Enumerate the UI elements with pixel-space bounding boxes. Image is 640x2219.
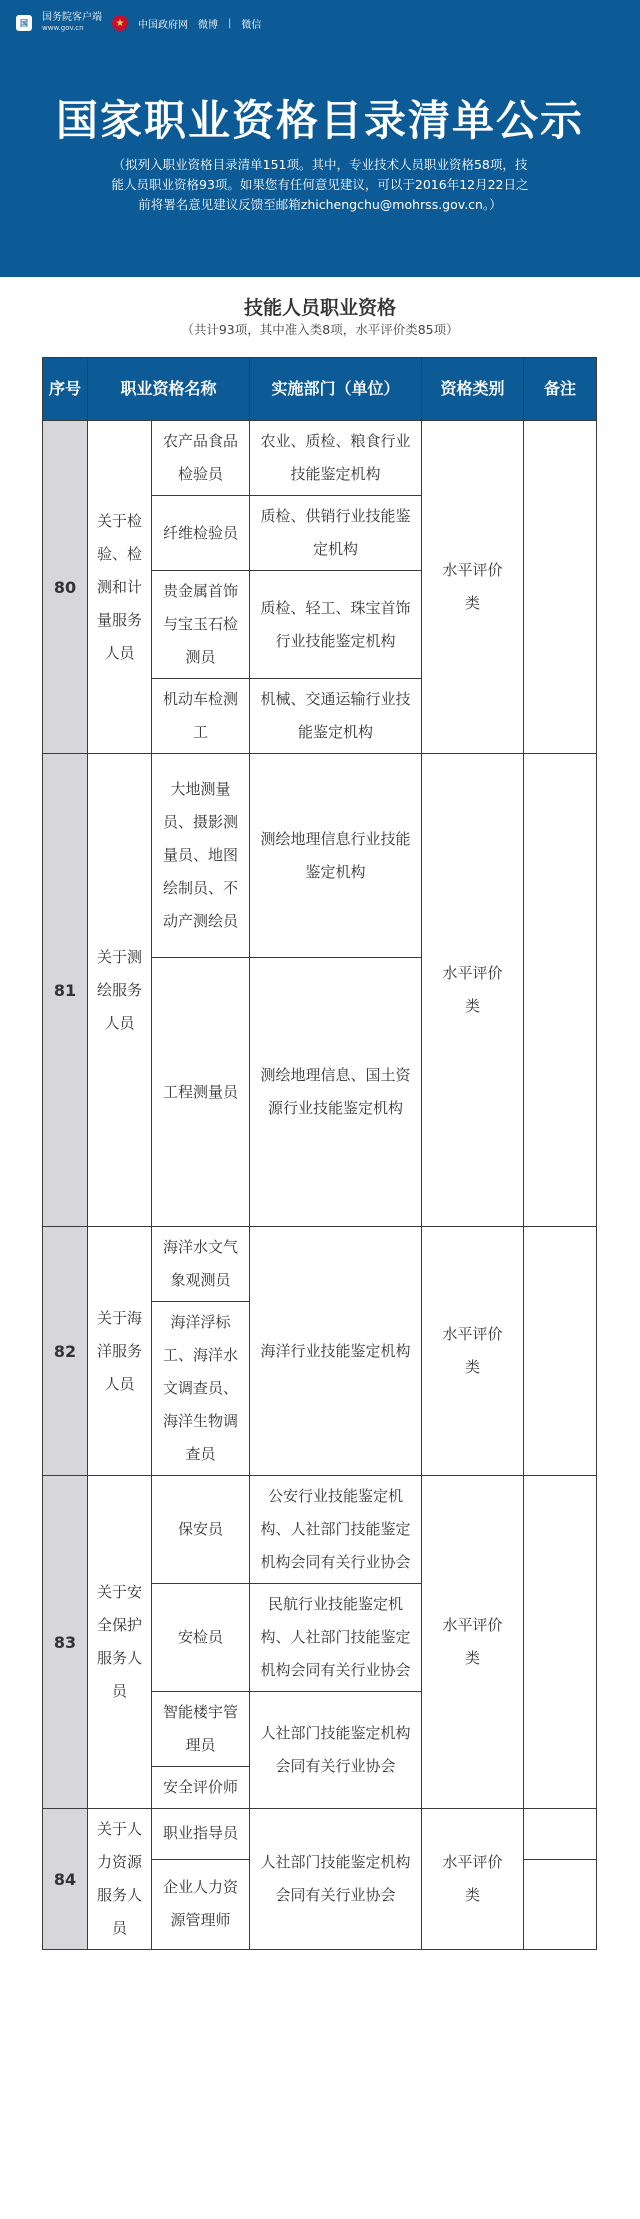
department: 质检、轻工、珠宝首饰行业技能鉴定机构 (250, 571, 422, 679)
category: 水平评价类 (422, 1476, 524, 1809)
state-council-app-icon: 国 (16, 15, 32, 31)
col-header-num: 序号 (43, 358, 88, 421)
qualification-name: 保安员 (152, 1476, 250, 1584)
state-council-url: www.gov.cn (42, 24, 84, 32)
col-header-name: 职业资格名称 (88, 358, 250, 421)
qualification-name: 职业指导员 (152, 1809, 250, 1860)
table-header-row (43, 358, 597, 421)
qualification-name: 机动车检测工 (152, 679, 250, 754)
page-header (0, 0, 640, 277)
state-council-app-logo[interactable] (42, 12, 102, 34)
table-row (43, 1476, 597, 1584)
qualification-name: 纤维检验员 (152, 496, 250, 571)
category: 水平评价类 (422, 421, 524, 754)
group-name: 关于测绘服务人员 (88, 754, 152, 1227)
page-title: 国家职业资格目录清单公示 (55, 96, 584, 145)
qualification-name: 海洋浮标工、海洋水文调查员、海洋生物调查员 (152, 1302, 250, 1476)
qualification-table (42, 357, 597, 1950)
qualification-name: 安全评价师 (152, 1767, 250, 1809)
qualification-name: 大地测量员、摄影测量员、地图绘制员、不动产测绘员 (152, 754, 250, 958)
weixin-link[interactable]: 微信 (241, 19, 262, 31)
page-note: （拟列入职业资格目录清单151项。其中，专业技术人员职业资格58项，技能人员职业资格93项。如果您有任何意见建议，可以于2016年12月22日之前将署名意见建议反馈至邮箱zhichengchu@mohrss.gov.cn。） (111, 157, 529, 212)
col-header-category: 资格类别 (422, 358, 524, 421)
department: 农业、质检、粮食行业技能鉴定机构 (250, 421, 422, 496)
qualification-name: 企业人力资源管理师 (152, 1859, 250, 1949)
qualification-name: 海洋水文气象观测员 (152, 1227, 250, 1302)
remark-cell (524, 1227, 597, 1476)
group-name: 关于人力资源服务人员 (88, 1809, 152, 1950)
department: 机械、交通运输行业技能鉴定机构 (250, 679, 422, 754)
qualification-name: 智能楼宇管理员 (152, 1692, 250, 1767)
col-header-remark: 备注 (524, 358, 597, 421)
group-name: 关于安全保护服务人员 (88, 1476, 152, 1809)
department: 测绘地理信息、国土资源行业技能鉴定机构 (250, 958, 422, 1227)
row-number: 83 (43, 1476, 88, 1809)
logo-bar (16, 12, 261, 34)
national-emblem-icon: ★ (112, 15, 128, 31)
remark-cell (524, 754, 597, 1227)
table-row (43, 754, 597, 958)
gov-net-logo[interactable]: 中国政府网 (138, 19, 188, 31)
remark-cell (524, 421, 597, 754)
remark-cell (524, 1809, 597, 1860)
department: 民航行业技能鉴定机构、人社部门技能鉴定机构会同有关行业协会 (250, 1584, 422, 1692)
qualification-name: 农产品食品检验员 (152, 421, 250, 496)
department: 测绘地理信息行业技能鉴定机构 (250, 754, 422, 958)
department: 海洋行业技能鉴定机构 (250, 1227, 422, 1476)
row-number: 84 (43, 1809, 88, 1950)
remark-cell (524, 1859, 597, 1949)
section-title: 技能人员职业资格 (243, 297, 396, 319)
state-council-app-label: 国务院客户端 (42, 12, 102, 23)
weibo-link[interactable]: 微博 (198, 19, 218, 31)
qualification-name: 贵金属首饰与宝玉石检测员 (152, 571, 250, 679)
qualification-name: 安检员 (152, 1584, 250, 1692)
divider: | (228, 17, 232, 29)
col-header-dept: 实施部门（单位） (250, 358, 422, 421)
section-subtitle: （共计93项，其中准入类8项，水平评价类85项） (181, 322, 459, 337)
row-number: 80 (43, 421, 88, 754)
table-row (43, 421, 597, 496)
category: 水平评价类 (422, 1227, 524, 1476)
category: 水平评价类 (422, 1809, 524, 1950)
table-row (43, 1809, 597, 1860)
department: 公安行业技能鉴定机构、人社部门技能鉴定机构会同有关行业协会 (250, 1476, 422, 1584)
category: 水平评价类 (422, 754, 524, 1227)
table-row (43, 1227, 597, 1302)
qualification-name: 工程测量员 (152, 958, 250, 1227)
group-name: 关于检验、检测和计量服务人员 (88, 421, 152, 754)
row-number: 82 (43, 1227, 88, 1476)
department: 质检、供销行业技能鉴定机构 (250, 496, 422, 571)
department: 人社部门技能鉴定机构会同有关行业协会 (250, 1809, 422, 1950)
group-name: 关于海洋服务人员 (88, 1227, 152, 1476)
department: 人社部门技能鉴定机构会同有关行业协会 (250, 1692, 422, 1809)
row-number: 81 (43, 754, 88, 1227)
remark-cell (524, 1476, 597, 1809)
